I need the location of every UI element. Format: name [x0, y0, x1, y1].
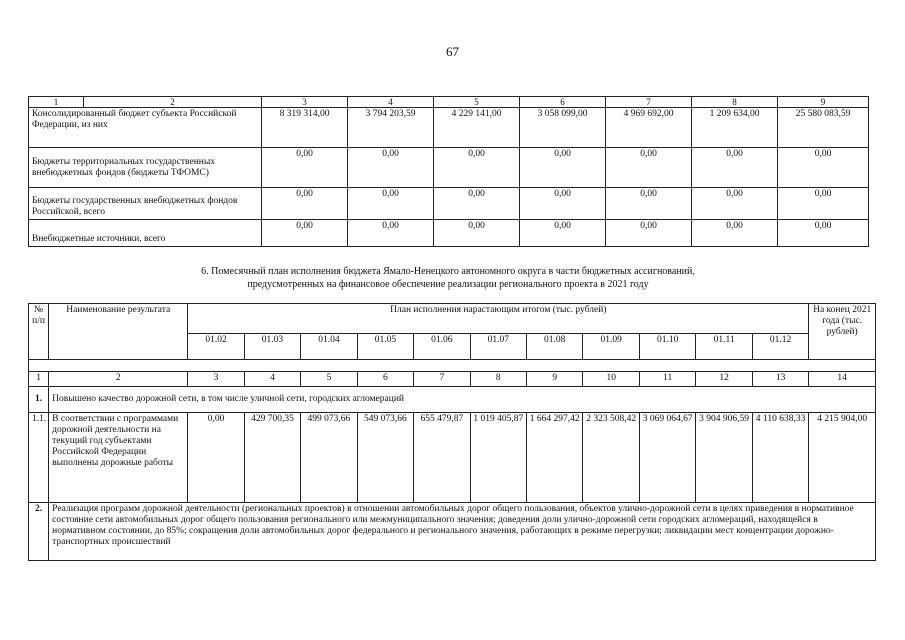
numbering-cell: 8 — [470, 372, 526, 387]
month-header: 01.12 — [752, 334, 808, 360]
section-title — [28, 265, 868, 291]
table-row — [29, 413, 876, 503]
numbering-cell: 3 — [188, 372, 244, 387]
table-cell: 0,00 — [692, 188, 778, 220]
numbering-cell: 10 — [583, 372, 639, 387]
col-end-header: На конец 2021 года (тыс. рублей) — [809, 304, 876, 360]
table-cell: 3 794 203,59 — [348, 108, 434, 148]
table-cell: 0,00 — [434, 148, 520, 188]
table-cell: 429 700,35 — [244, 413, 300, 503]
month-header: 01.04 — [301, 334, 357, 360]
month-header: 01.06 — [414, 334, 470, 360]
table-cell: 0,00 — [348, 188, 434, 220]
month-header: 01.07 — [470, 334, 526, 360]
page-number: 67 — [446, 44, 459, 59]
table-cell: 0,00 — [778, 220, 869, 247]
result-heading: Реализация программ дорожной деятельности (региональных проектов) в отношении автомобильных дорог общего пользования, объектов улично-дорожной сети в целях приведения в нормативное состояние сети автомобильных дорог общего пользования регионального или межмуниципального значения; доведения доли улично-дорожной сети городских агломераций, находящейся в нормативном состоянии, до 85%; сокращения доли автомобильных дорог федерального и регионального значения, работающих в режиме перегрузки; ликвидации мест концентрации дорожно-транспортных происшествий — [49, 503, 876, 561]
month-header: 01.10 — [639, 334, 695, 360]
table-row — [29, 220, 869, 247]
table-cell: 0,00 — [188, 413, 244, 503]
table-row — [29, 387, 876, 413]
table-cell: 0,00 — [262, 148, 348, 188]
table1-header-cell: 2 — [84, 97, 262, 108]
table-cell: 0,00 — [262, 188, 348, 220]
table-row — [29, 148, 869, 188]
table-cell: 0,00 — [692, 220, 778, 247]
table-cell: 0,00 — [778, 188, 869, 220]
row-index: 1.1. — [29, 413, 49, 503]
table-cell: 8 319 314,00 — [262, 108, 348, 148]
table-cell: 1 664 297,42 — [527, 413, 583, 503]
numbering-cell: 12 — [696, 372, 752, 387]
table-cell: 1 209 634,00 — [692, 108, 778, 148]
month-header: 01.05 — [357, 334, 413, 360]
table-cell: 4 969 692,00 — [606, 108, 692, 148]
row-label: Бюджеты государственных внебюджетных фондов Российской, всего — [29, 188, 262, 220]
table-cell: 3 058 099,00 — [520, 108, 606, 148]
spacer-row — [29, 360, 876, 372]
numbering-cell: 9 — [527, 372, 583, 387]
table-cell: 499 073,66 — [301, 413, 357, 503]
numbering-cell: 5 — [301, 372, 357, 387]
section-title-line: 6. Помесячный план исполнения бюджета Ямало-Ненецкого автономного округа в части бюджетных ассигнований, — [201, 266, 695, 277]
month-header: 01.11 — [696, 334, 752, 360]
table-cell: 1 019 405,87 — [470, 413, 526, 503]
table-cell: 4 229 141,00 — [434, 108, 520, 148]
table-row — [29, 188, 869, 220]
col-name-header: Наименование результата — [49, 304, 188, 360]
numbering-cell: 11 — [639, 372, 695, 387]
monthly-plan-table — [28, 303, 876, 561]
row-index: 2. — [29, 503, 49, 561]
table1-header-cell: 6 — [520, 97, 606, 108]
table-cell: 2 323 508,42 — [583, 413, 639, 503]
table1-header-cell: 8 — [692, 97, 778, 108]
numbering-cell: 2 — [49, 372, 188, 387]
col-number-header: № п/п — [29, 304, 49, 360]
table1-header-row — [29, 97, 869, 108]
month-header: 01.08 — [527, 334, 583, 360]
row-label: Внебюджетные источники, всего — [29, 220, 262, 247]
table1-header-cell: 7 — [606, 97, 692, 108]
month-header: 01.02 — [188, 334, 244, 360]
table-cell: 0,00 — [434, 188, 520, 220]
budget-sources-table — [28, 96, 869, 247]
table1-header-cell: 3 — [262, 97, 348, 108]
table-cell: 0,00 — [692, 148, 778, 188]
table-cell: 0,00 — [778, 148, 869, 188]
table-row — [29, 503, 876, 561]
section-title-line: предусмотренных на финансовое обеспечение реализации регионального проекта в 2021 году — [247, 279, 649, 290]
table-cell: 0,00 — [606, 188, 692, 220]
row-label: Бюджеты территориальных государственных внебюджетных фондов (бюджеты ТФОМС) — [29, 148, 262, 188]
table1-header-cell: 9 — [778, 97, 869, 108]
row-index: 1. — [29, 387, 49, 413]
col-plan-header: План исполнения нарастающим итогом (тыс. рублей) — [188, 304, 809, 334]
table-cell: 0,00 — [520, 148, 606, 188]
table-cell: 0,00 — [520, 220, 606, 247]
numbering-cell: 6 — [357, 372, 413, 387]
table-cell: 25 580 083,59 — [778, 108, 869, 148]
table1-header-cell: 4 — [348, 97, 434, 108]
table-cell: 655 479,87 — [414, 413, 470, 503]
table-cell: 0,00 — [606, 220, 692, 247]
numbering-cell: 4 — [244, 372, 300, 387]
numbering-cell: 7 — [414, 372, 470, 387]
table1-header-cell: 1 — [29, 97, 84, 108]
table2-header-row — [29, 304, 876, 334]
table-cell: 0,00 — [606, 148, 692, 188]
spacer — [29, 360, 876, 372]
month-header: 01.03 — [244, 334, 300, 360]
table-cell: 549 073,66 — [357, 413, 413, 503]
table-cell: 0,00 — [434, 220, 520, 247]
table-cell: 3 069 064,67 — [639, 413, 695, 503]
numbering-cell: 13 — [752, 372, 808, 387]
table-row — [29, 108, 869, 148]
table-cell: 0,00 — [348, 148, 434, 188]
result-name: В соответствии с программами дорожной деятельности на текущий год субъектами Российской Федерации выполнены дорожные работы — [49, 413, 188, 503]
table-cell: 0,00 — [348, 220, 434, 247]
table-cell: 0,00 — [262, 220, 348, 247]
result-heading: Повышено качество дорожной сети, в том числе уличной сети, городских агломераций — [49, 387, 876, 413]
table-cell: 3 904 906,59 — [696, 413, 752, 503]
table-cell: 4 215 904,00 — [809, 413, 876, 503]
table-cell: 0,00 — [520, 188, 606, 220]
row-label: Консолидированный бюджет субъекта Российской Федерации, из них — [29, 108, 262, 148]
numbering-cell: 1 — [29, 372, 49, 387]
month-header: 01.09 — [583, 334, 639, 360]
table1-header-cell: 5 — [434, 97, 520, 108]
numbering-row — [29, 372, 876, 387]
numbering-cell: 14 — [809, 372, 876, 387]
table-cell: 4 110 638,33 — [752, 413, 808, 503]
